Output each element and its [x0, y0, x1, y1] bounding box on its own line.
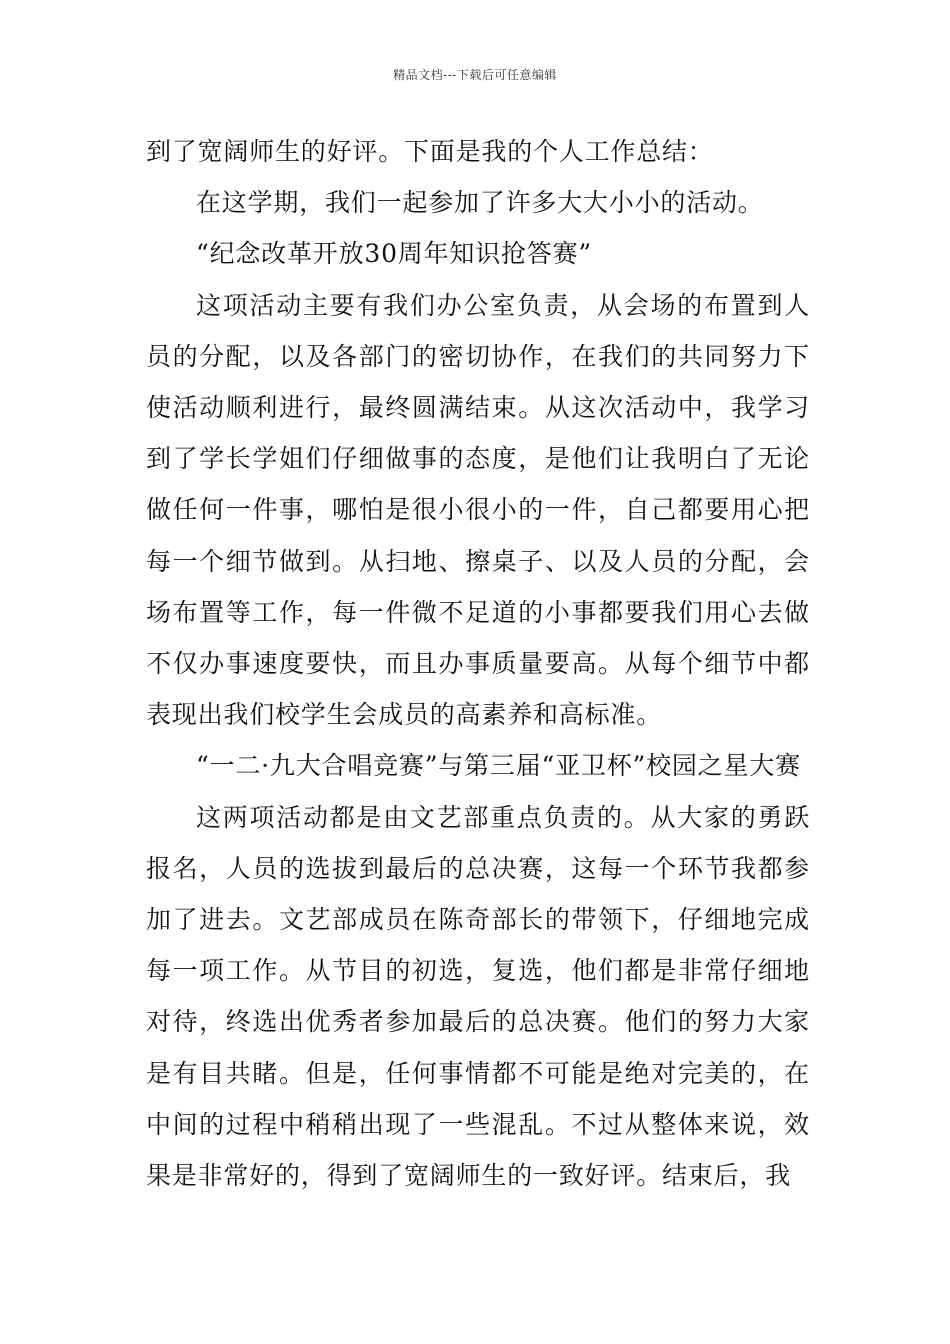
page-header: 精品文档---下载后可任意编辑 — [393, 68, 557, 82]
paragraph: 到了宽阔师生的好评。下面是我的个人工作总结： — [146, 137, 714, 166]
paragraph: 在这学期，我们一起参加了许多大大小小的活动。 — [196, 188, 764, 218]
paragraph: 这两项活动都是由文艺部重点负责的。从大家的勇跃报名，人员的选拔到最后的总决赛，这每一个环节我都参加了进去。文艺部成员在陈奇部长的带领下，仔细地完成每一项工作。从节目的初选，复选，他们都是非常仔细地对待，终选出优秀者参加最后的总决赛。他们的努力大家是有目共睹。但是，任何事情都不可能是绝对完美的，在中间的过程中稍稍出现了一些混乱。不过从整体来说，效果是非常好的，得到了宽阔师生的一致好评。结束后，我 — [146, 802, 810, 1191]
paragraph-heading: “纪念改革开放30周年知识抢答赛” — [196, 239, 592, 269]
paragraph-heading: “一二·九大合唱竞赛”与第三届“亚卫杯”校园之星大赛 — [196, 751, 801, 781]
document-body — [146, 126, 810, 1201]
paragraph: 这项活动主要有我们办公室负责，从会场的布置到人员的分配，以及各部门的密切协作，在我们的共同努力下使活动顺利进行，最终圆满结束。从这次活动中，我学习到了学长学姐们仔细做事的态度，是他们让我明白了无论做任何一件事，哪怕是很小很小的一件，自己都要用心把每一个细节做到。从扫地、擦桌子、以及人员的分配，会场布置等工作，每一件微不足道的小事都要我们用心去做不仅办事速度要快，而且办事质量要高。从每个细节中都表现出我们校学生会成员的高素养和高标准。 — [146, 290, 810, 730]
